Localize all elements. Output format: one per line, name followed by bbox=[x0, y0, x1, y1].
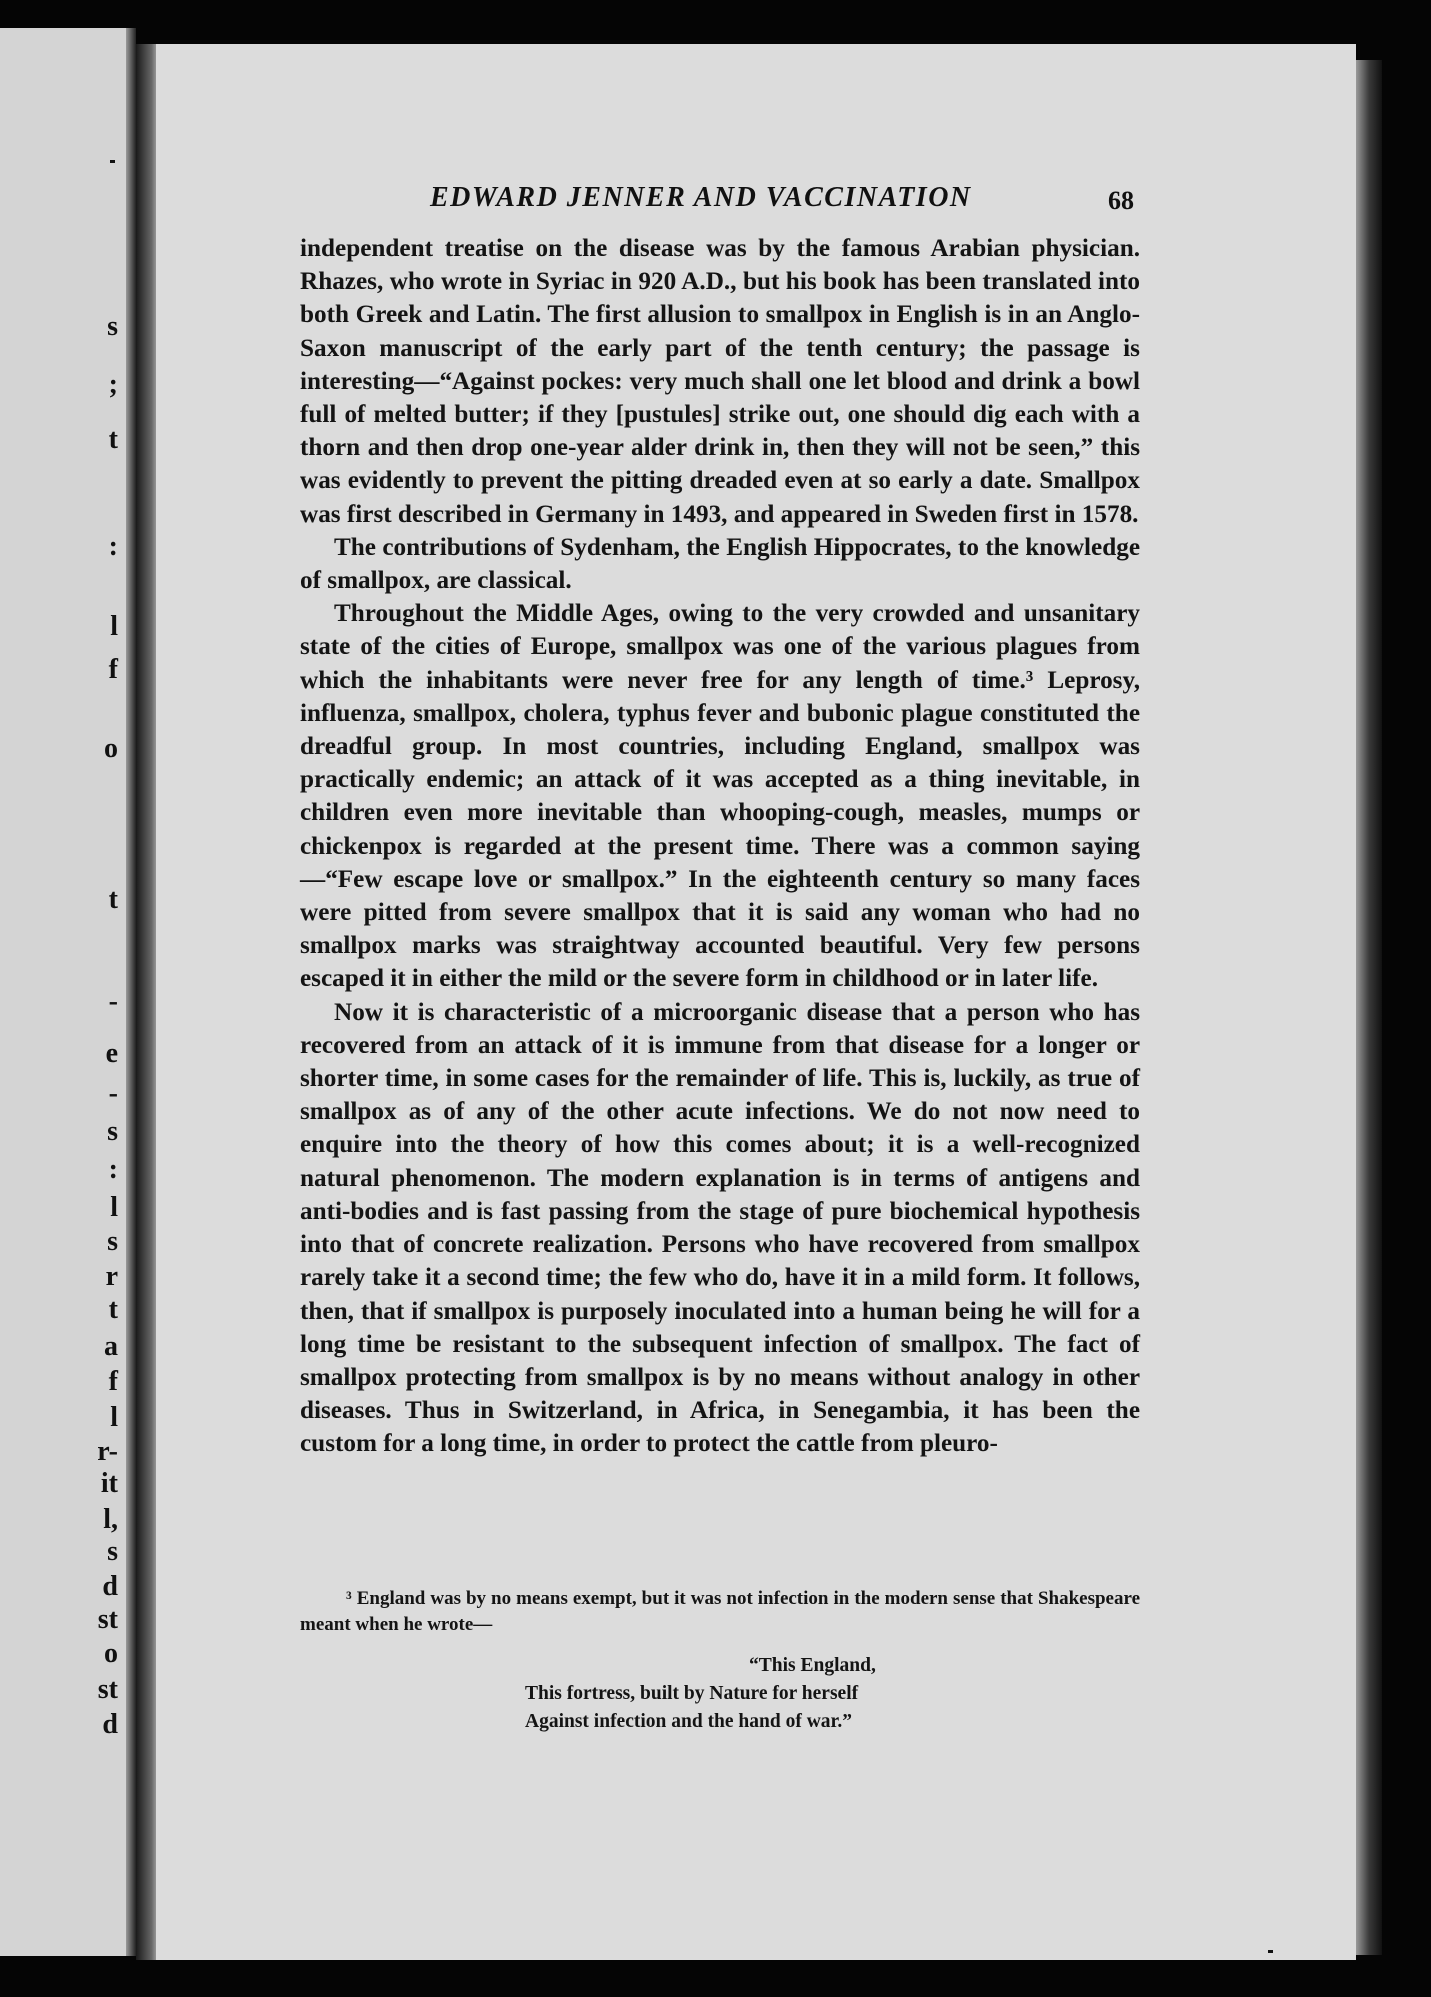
margin-char: r- bbox=[97, 1436, 118, 1467]
margin-char: st bbox=[97, 1674, 118, 1705]
scan-speck bbox=[110, 160, 115, 163]
margin-char: it bbox=[100, 1468, 118, 1499]
margin-char: - bbox=[108, 1078, 118, 1109]
facing-page-margin-text bbox=[0, 28, 126, 1956]
verse-line: Against infection and the hand of war.” bbox=[525, 1711, 853, 1732]
margin-char: d bbox=[102, 1709, 118, 1740]
margin-char: f bbox=[108, 1366, 118, 1397]
footnote bbox=[300, 1586, 1140, 1638]
margin-char: ; bbox=[108, 369, 118, 400]
paragraph: Now it is characteristic of a microorganic disease that a person who has recovered from an attack of it is immune from that disease for a longer or shorter time, in some cases for the remainder of life. This is, luckily, as true of smallpox as of any of the other acute infections. We do not now need to enquire into the theory of how this comes about; it is a well-recognized natural phenomenon. The modern explanation is in terms of antigens and anti-bodies and is fast passing from the stage of pure biochemical hypothesis into that of concrete realization. Persons who have recovered from smallpox rarely take it a second time; the few who do, have it in a mild form. It follows, then, that if smallpox is purposely inoculated into a human being he will for a long time be resistant to the subsequent infection of smallpox. The fact of smallpox protecting from smallpox is by no means without analogy in other diseases. Thus in Switzerland, in Africa, in Senegambia, it has been the custom for a long time, in order to protect the cattle from pleuro- bbox=[300, 998, 1140, 1458]
facing-page bbox=[0, 28, 136, 1956]
margin-char: s bbox=[107, 1536, 118, 1567]
margin-char: e bbox=[105, 1038, 118, 1069]
margin-char: st bbox=[97, 1604, 118, 1635]
margin-char: r bbox=[105, 1261, 118, 1292]
margin-char: t bbox=[108, 1294, 118, 1325]
book-gutter bbox=[136, 44, 158, 1960]
margin-char: t bbox=[108, 424, 118, 455]
margin-char: s bbox=[107, 1116, 118, 1147]
margin-char: a bbox=[104, 1331, 118, 1362]
page-number: 68 bbox=[1108, 186, 1134, 215]
paragraph: independent treatise on the disease was by the famous Arabian physician. Rhazes, who wrote in Syriac in 920 A.D., but his book has been translated into both Greek and Latin. The first allusion to smallpox in English is in an Anglo-Saxon manuscript of the early part of the tenth century; the passage is interesting—“Against pockes: very much shall one let blood and drink a bowl full of melted butter; if they [pustules] strike out, one should dig each with a thorn and then drop one-year alder drink in, then they will not be seen,” this was evidently to prevent the pitting dreaded even at so early a date. Smallpox was first described in Germany in 1493, and appeared in Sweden first in 1578. bbox=[300, 235, 1140, 528]
page-fore-edge bbox=[1356, 60, 1382, 1955]
margin-char: : bbox=[108, 1154, 118, 1185]
margin-char: s bbox=[107, 1226, 118, 1257]
footnote-verse bbox=[525, 1652, 1085, 1736]
margin-char: o bbox=[104, 733, 118, 764]
scan-speck bbox=[1268, 1950, 1273, 1953]
margin-char: l bbox=[110, 611, 118, 642]
body-text bbox=[300, 232, 1140, 1461]
facing-page-edge bbox=[126, 28, 136, 1956]
margin-char: l bbox=[110, 1402, 118, 1433]
margin-char: d bbox=[102, 1571, 118, 1602]
paragraph: The contributions of Sydenham, the English Hippocrates, to the knowledge of smallpox, are classical. bbox=[300, 533, 1140, 595]
paragraph: Throughout the Middle Ages, owing to the very crowded and unsanitary state of the cities of Europe, smallpox was one of the various plagues from which the inhabitants were never free for any length of time.³ Leprosy, influenza, smallpox, cholera, typhus fever and bubonic plague constituted the dreadful group. In most countries, including England, smallpox was practically endemic; an attack of it was accepted as a thing inevitable, in children even more inevitable than whooping-cough, measles, mumps or chickenpox is regarded at the present time. There was a common saying—“Few escape love or smallpox.” In the eighteenth century so many faces were pitted from severe smallpox that it is said any woman who had no smallpox marks was straightway accounted beautiful. Very few persons escaped it in either the mild or the severe form in childhood or in later life. bbox=[300, 600, 1140, 993]
margin-char: : bbox=[108, 531, 118, 562]
margin-char: t bbox=[108, 884, 118, 915]
running-head: EDWARD JENNER AND VACCINATION bbox=[430, 182, 972, 213]
margin-char: - bbox=[108, 986, 118, 1017]
verse-line: “This England, bbox=[749, 1655, 876, 1676]
verse-line: This fortress, built by Nature for herself bbox=[525, 1683, 859, 1704]
margin-char: l, bbox=[103, 1504, 118, 1535]
margin-char: l bbox=[110, 1192, 118, 1223]
margin-char: f bbox=[108, 654, 118, 685]
footnote-text: ³ England was by no means exempt, but it was not infection in the modern sense that Shakespeare meant when he wrote— bbox=[300, 1588, 1140, 1635]
margin-char: s bbox=[107, 311, 118, 342]
margin-char: o bbox=[104, 1638, 118, 1669]
